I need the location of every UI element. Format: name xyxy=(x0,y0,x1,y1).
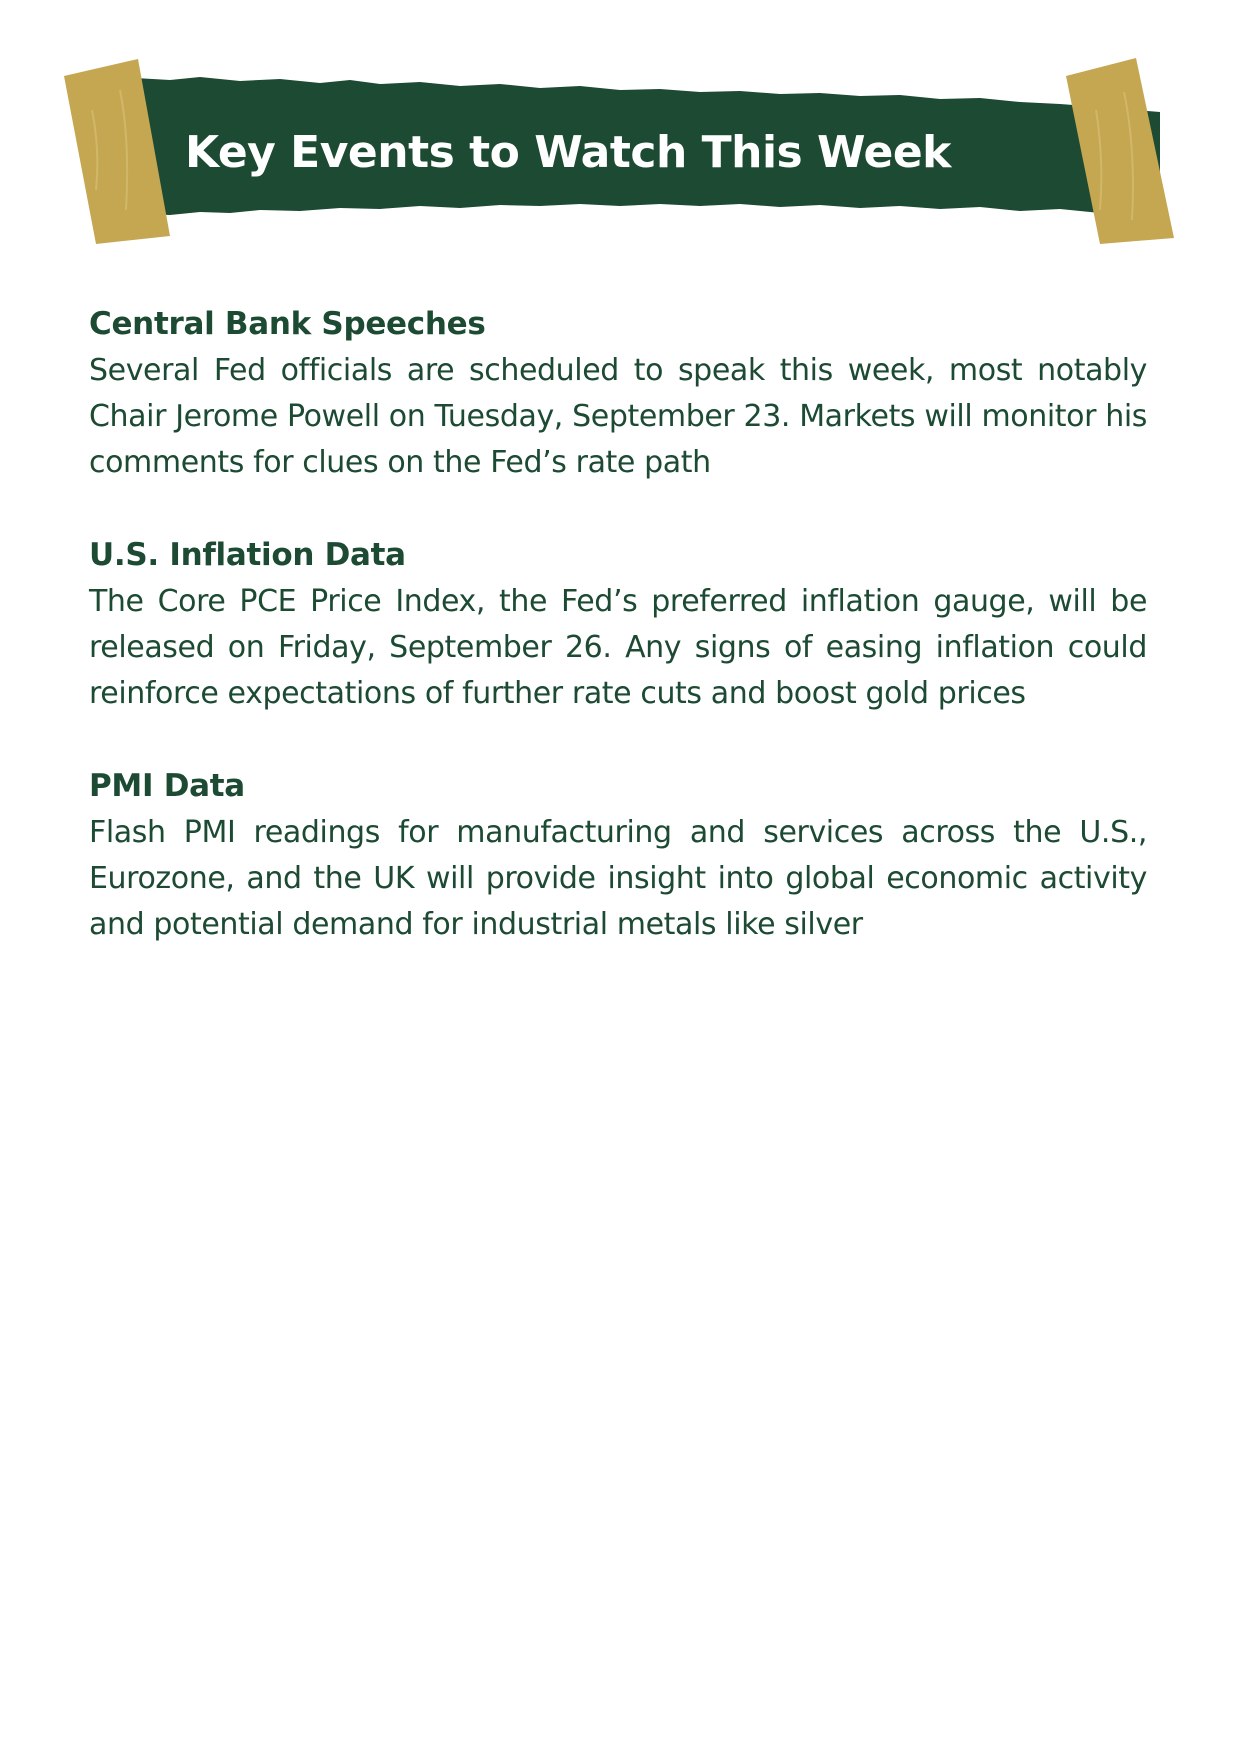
event-description: Flash PMI readings for manufacturing and services across the U.S., Eurozone, and the UK will provide insight into global economic activity and potential demand for industrial metals like silver xyxy=(89,815,1147,942)
event-description: Several Fed officials are scheduled to speak this week, most notably Chair Jerome Powell on Tuesday, September 23. Markets will monitor his comments for clues on the Fed’s rate path xyxy=(89,353,1147,480)
event-heading: PMI Data xyxy=(89,768,245,804)
events-list xyxy=(89,300,1147,993)
event-description: The Core PCE Price Index, the Fed’s preferred inflation gauge, will be released on Friday, September 26. Any signs of easing inflation could reinforce expectations of further rate cuts and boost gold prices xyxy=(89,584,1147,711)
event-section xyxy=(89,762,1147,948)
event-section xyxy=(89,531,1147,717)
event-section xyxy=(89,300,1147,486)
event-heading: U.S. Inflation Data xyxy=(89,537,406,573)
event-heading: Central Bank Speeches xyxy=(89,306,486,342)
page-title: Key Events to Watch This Week xyxy=(185,127,951,178)
header-banner xyxy=(0,0,1241,260)
